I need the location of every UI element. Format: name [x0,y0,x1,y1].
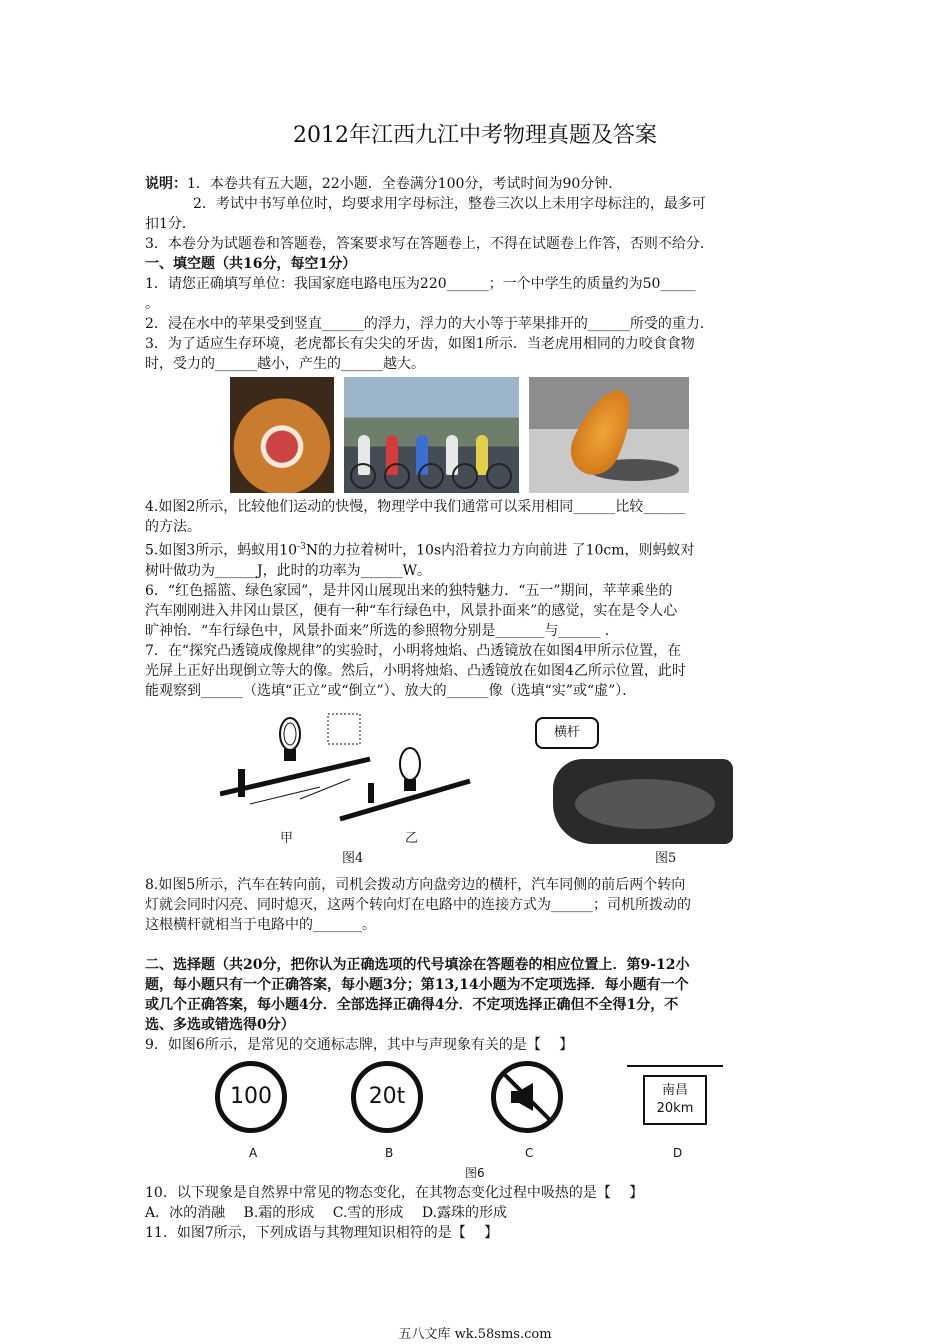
note-line-2-cont: 扣1分． [145,216,196,232]
tiger-photo [230,377,334,493]
fig4-caption: 图4 [342,850,364,866]
section-2-heading-cont-3: 选、多选或错选得0分） [145,1016,295,1033]
fig5-caption: 图5 [655,850,677,866]
sign-label-b: B [385,1145,394,1160]
lever-callout: 横杆 [535,717,599,749]
optical-bench-diagram [220,709,520,844]
speed-limit-sign: 100 [215,1061,287,1133]
question-1: 1．请您正确填写单位：我国家庭电路电压为220______；一个中学生的质量约为50_____ [145,276,696,292]
question-7-cont: 光屏上正好出现倒立等大的像。然后，小明将烛焰、凸透镜放在如图4乙所示位置，此时 [145,662,686,679]
question-7: 7．在“探究凸透镜成像规律”的实验时，小明将烛焰、凸透镜放在如图4甲所示位置，在 [145,642,682,659]
question-7-cont-2: 能观察到______（选填“正立”或“倒立”）、放大的______像（选填“实”或“虚”）． [145,682,637,699]
fig4-jia-label: 甲 [280,830,294,846]
traffic-signs-figure [215,1061,725,1179]
weight-limit-sign: 20t [351,1061,423,1133]
section-2-heading-cont-2: 或几个正确答案，每小题4分．全部选择正确得4分．不定项选择正确但不全得1分，不 [145,996,679,1013]
note-line-3: 3．本卷分为试题卷和答题卷，答案要求写在答题卷上，不得在试题卷上作答，否则不给分． [145,236,714,252]
steering-lever-figure [535,709,745,869]
distance-sign-city: 南昌 [661,1082,688,1098]
question-11: 11．如图7所示，下列成语与其物理知识相符的是【 】 [145,1224,499,1241]
question-1-cont: 。 [145,296,159,312]
figures-1-3 [230,377,805,493]
sign-label-c: C [525,1145,534,1160]
sign-label-a: A [249,1145,258,1160]
horn-icon [499,1069,555,1125]
notes-label: 说明： [145,176,187,192]
section-2-heading-cont: 题，每小题只有一个正确答案，每小题3分；第13,14小题为不定项选择．每小题有一个 [145,976,689,993]
question-8-cont: 灯就会同时闪亮、同时熄灭，这两个转向灯在电路中的连接方式为______；司机所拨动的 [145,896,691,913]
no-horn-sign [491,1061,563,1133]
question-8: 8.如图5所示，汽车在转向前，司机会拨动方向盘旁边的横杆，汽车同侧的前后两个转向 [145,876,686,893]
fig4-yi-label: 乙 [405,830,419,846]
document-body [145,174,805,1243]
question-6-cont: 汽车刚刚进入井冈山景区，便有一种“车行绿色中，风景扑面来”的感觉，实在是令人心 [145,602,678,619]
question-5: 5.如图3所示，蚂蚁用$10^{-3}N$的力拉着树叶，10s内沿着拉力方向前进 了10cm，则蚂蚁对 [145,542,695,559]
question-2: 2．浸在水中的苹果受到竖直______的浮力，浮力的大小等于苹果排开的______所受的重力． [145,316,714,332]
figures-4-5 [220,709,805,869]
sign-label-d: D [673,1145,683,1160]
note-line-1: 说明：1．本卷共有五大题，22小题．全卷满分100分，考试时间为90分钟． [145,176,623,192]
note-line-2: 2．考试中书写单位时，均要求用字母标注，整卷三次以上未用字母标注的，最多可 [193,196,706,212]
ant-leaf-photo [529,377,689,493]
question-4-cont: 的方法。 [145,519,201,535]
question-9: 9．如图6所示，是常见的交通标志牌，其中与声现象有关的是【 】 [145,1036,574,1053]
section-1-heading: 一、填空题（共16分，每空1分） [145,256,357,272]
cyclists-photo [344,377,519,493]
question-6-cont-2: 旷神怡．“车行绿色中，风景扑面来”所选的参照物分别是_______与______ ． [145,622,619,639]
document-title: 2012年江西九江中考物理真题及答案 [293,123,657,148]
question-5-cont: 树叶做功为______J，此时的功率为______W。 [145,562,432,579]
distance-sign [635,1065,715,1129]
question-4: 4.如图2所示，比较他们运动的快慢，物理学中我们通常可以采用相同______比较______ [145,499,686,515]
question-3-cont: 时，受力的______越小，产生的______越大。 [145,356,425,372]
section-2-heading: 二、选择题（共20分，把你认为正确选项的代号填涂在答题卷的相应位置上．第9-12小 [145,956,690,973]
question-6: 6．“红色摇篮、绿色家园”，是井冈山展现出来的独特魅力．“五一”期间，苹苹乘坐的 [145,582,673,599]
distance-sign-km: 20km [656,1100,694,1116]
fig6-caption: 图6 [465,1165,485,1180]
question-8-cont-2: 这根横杆就相当于电路中的_______。 [145,916,376,933]
question-10-options: A．冰的消融 B.霜的形成 C.雪的形成 D.露珠的形成 [145,1204,508,1221]
question-10: 10．以下现象是自然界中常见的物态变化，在其物态变化过程中吸热的是【 】 [145,1184,644,1201]
question-3: 3．为了适应生存环境，老虎都长有尖尖的牙齿，如图1所示．当老虎用相同的力咬食食物 [145,336,695,352]
page-footer: 五八文库 wk.58sms.com [398,1327,552,1342]
lens-experiment-figure [220,709,520,869]
